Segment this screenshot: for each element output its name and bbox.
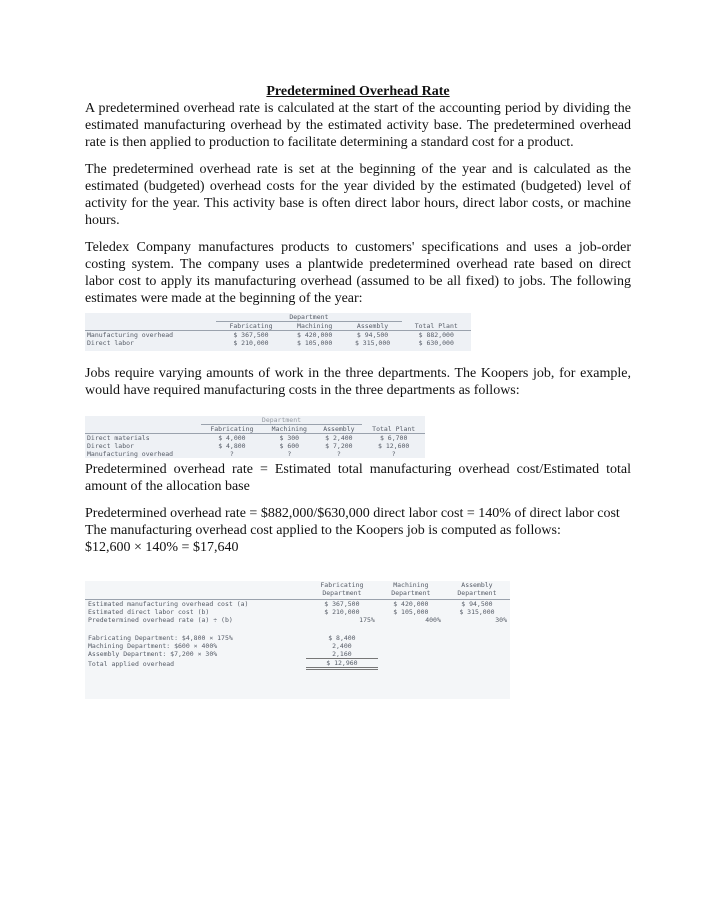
table-row <box>85 608 510 616</box>
table-cell: $ 4,000 <box>218 434 246 442</box>
paragraph-teledex: Teledex Company manufactures products to customers' specifications and uses a job-order costing system. The company uses a plantwide predetermined overhead rate based on direct labor cost to apply its manufacturing overhead (assumed to be all fixed) to jobs. The following estimates were made at the beginning of the year: <box>85 240 631 306</box>
row-label: Estimated manufacturing overhead cost (a) <box>88 600 249 608</box>
calc-line-applied-intro: The manufacturing overhead cost applied to the Koopers job is computed as follows: <box>85 523 561 538</box>
row-label: Manufacturing overhead <box>87 450 174 458</box>
column-header: Fabricating <box>210 425 254 433</box>
table-cell: $ 210,000 <box>324 608 360 616</box>
table-row <box>85 331 471 340</box>
table-cell: 2,400 <box>332 642 352 650</box>
table-cell: $ 315,000 <box>354 339 391 347</box>
estimates-table <box>85 313 471 351</box>
table-cell: 400% <box>425 616 441 624</box>
row-label: Direct labor <box>87 339 134 347</box>
row-label: Predetermined overhead rate (a) ÷ (b) <box>88 616 233 624</box>
row-label: Assembly Department: $7,200 × 30% <box>88 650 218 659</box>
row-label: Direct materials <box>87 434 150 442</box>
table-cell: 2,160 <box>332 650 352 658</box>
table-cell: $ 105,000 <box>297 339 333 347</box>
calculation-block <box>85 505 631 556</box>
table-cell: $ 2,400 <box>325 434 353 442</box>
table-cell: $ 300 <box>279 434 300 442</box>
table-cell: $ 94,500 <box>356 331 389 339</box>
table-cell: $ 210,000 <box>233 339 269 347</box>
row-label: Machining Department: $600 × 400% <box>88 642 218 650</box>
column-header: Total Plant <box>414 321 458 330</box>
table-cell: 175% <box>359 616 375 624</box>
column-header: Assembly <box>356 322 389 330</box>
table-group-header: Department <box>201 416 363 425</box>
table-row <box>85 634 510 642</box>
table-cell: ? <box>287 450 292 458</box>
paragraph-rate-setting: The predetermined overhead rate is set at the beginning of the year and is calculated as the estimated (budgeted) overhead costs for the year divided by the estimated (budgeted) level of activity for the year. This activity base is often direct labor hours, direct labor costs, or machine hours. <box>85 162 631 228</box>
table-cell: 30% <box>495 616 507 624</box>
table-group-header: Department <box>216 313 401 322</box>
table-cell: $ 105,000 <box>393 608 429 616</box>
table-cell: $ 367,500 <box>324 600 360 608</box>
column-header: Machining <box>271 425 307 433</box>
row-label: Manufacturing overhead <box>87 331 174 339</box>
paragraph-koopers: Jobs require varying amounts of work in the three departments. The Koopers job, for example, would have required manufacturing costs in the three departments as follows: <box>85 366 631 398</box>
row-label: Direct labor <box>87 442 134 450</box>
column-header: Assembly <box>323 425 355 433</box>
table-cell: $ 630,000 <box>418 339 454 347</box>
table-cell: $ 12,600 <box>378 442 410 450</box>
table-cell: $ 7,200 <box>325 442 353 450</box>
table-cell: $ 600 <box>279 442 300 450</box>
departmental-rates-table <box>85 581 510 699</box>
table-cell: $ 420,000 <box>393 600 429 608</box>
table-cell: $ 6,700 <box>379 434 408 442</box>
table-cell: ? <box>336 450 341 458</box>
table-row <box>85 442 425 450</box>
table-cell: ? <box>391 450 396 458</box>
row-label: Estimated direct labor cost (b) <box>88 608 210 616</box>
paragraph-intro: A predetermined overhead rate is calculated at the start of the accounting period by dividing the estimated manufacturing overhead by the estimated activity base. The predetermined overhead rate is then applied to production to facilitate determining a standard cost for a product. <box>85 101 631 150</box>
table-row <box>85 642 510 650</box>
table-cell: $ 94,500 <box>461 600 493 608</box>
column-header: Assembly Department <box>457 581 497 597</box>
table-row <box>85 450 425 458</box>
table-row <box>85 650 510 659</box>
page-title: Predetermined Overhead Rate <box>266 84 450 99</box>
column-header: Fabricating <box>229 322 273 330</box>
paragraph-formula: Predetermined overhead rate = Estimated total manufacturing overhead cost/Estimated total amount of the allocation base <box>85 462 631 494</box>
column-header: Machining Department <box>391 581 431 597</box>
table-cell: $ 4,800 <box>218 442 246 450</box>
table-row <box>85 600 510 609</box>
table-cell: ? <box>229 450 234 458</box>
row-label: Total applied overhead <box>88 659 175 668</box>
calc-line-result: $12,600 × 140% = $17,640 <box>85 540 239 555</box>
column-header: Machining <box>297 322 333 330</box>
table-row <box>85 616 510 624</box>
table-cell: $ 367,500 <box>233 331 269 339</box>
row-label: Fabricating Department: $4,800 × 175% <box>88 634 233 642</box>
table-cell: $ 882,000 <box>418 331 454 339</box>
column-header: Fabricating Department <box>320 581 364 597</box>
table-row <box>85 434 425 443</box>
table-row <box>85 659 510 669</box>
table-cell: $ 8,400 <box>328 634 356 642</box>
table-cell: $ 420,000 <box>297 331 333 339</box>
table-cell: $ 315,000 <box>459 608 495 616</box>
koopers-job-table <box>85 416 425 458</box>
table-row <box>85 339 471 347</box>
calc-line-rate: Predetermined overhead rate = $882,000/$630,000 direct labor cost = 140% of direct labor cost <box>85 506 620 521</box>
column-header: Total Plant <box>372 424 416 433</box>
total-cell: $ 12,960 <box>306 659 378 669</box>
